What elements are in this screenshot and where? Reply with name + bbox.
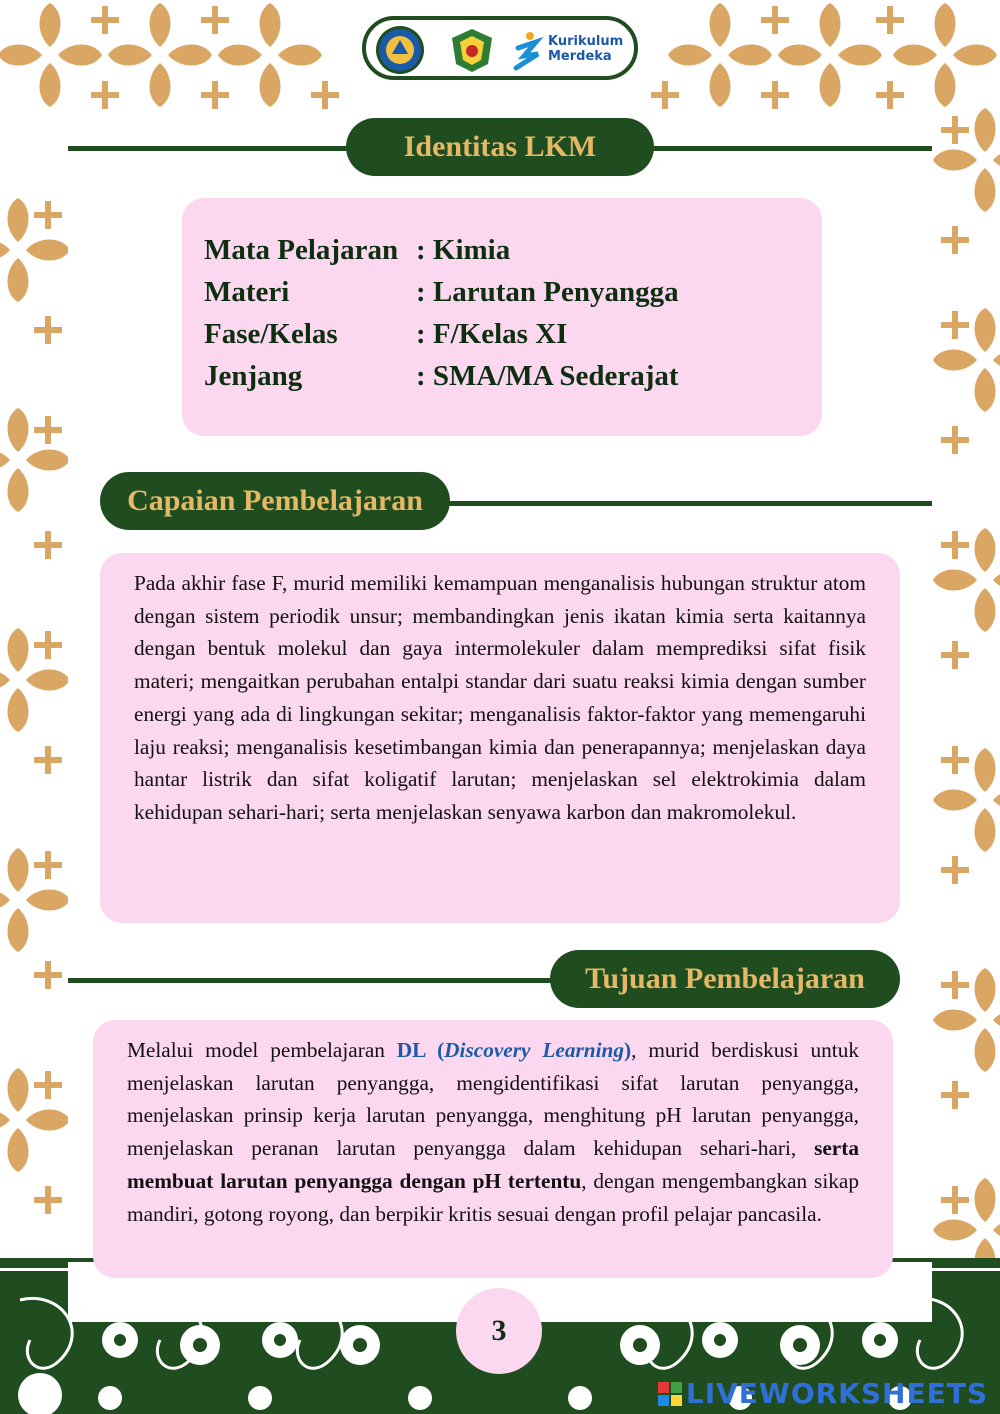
ident-value: : Larutan Penyangga: [416, 276, 679, 308]
liveworksheets-icon: [658, 1382, 682, 1406]
watermark-text: LIVEWORKSHEETS: [685, 1377, 988, 1410]
dl-close: ): [624, 1038, 632, 1062]
school-emblem-logo: [448, 26, 496, 74]
tujuan-p3: , dengan mengembangkan sikap mandiri, gotong royong, dan berpikir kritis sesuai dengan profil pelajar pancasila.: [127, 1168, 859, 1226]
dl-label: DL (: [396, 1038, 445, 1062]
ident-value: : Kimia: [416, 234, 511, 266]
tujuan-p2: , murid berdiskusi untuk menjelaskan larutan penyangga, mengidentifikasi sifat larutan penyangga, menjelaskan prinsip kerja larutan penyangga, menghitung pH larutan penyangga, menjelaskan peranan larutan penyangga dalam kehidupan sehari-hari,: [127, 1038, 859, 1161]
ident-row-fase: [204, 313, 822, 355]
capaian-rule: [400, 501, 932, 506]
ident-key: Jenjang: [204, 360, 303, 392]
kurikulum-merdeka-icon: [510, 26, 544, 74]
capaian-text: Pada akhir fase F, murid memiliki kemampuan menganalisis hubungan struktur atom dengan sistem periodik unsur; membandingkan jenis ikatan kimia serta kaitannya dengan bentuk molekul dan gaya intermolekuler dalam memprediksi sifat fisik materi; mengaitkan perubahan entalpi standar dari suatu reaksi kimia dengan sumber energi yang ada di lingkungan sekitar; menganalisis faktor-faktor yang memengaruhi laju reaksi; menganalisis kesetimbangan kimia dan penerapannya; menjelaskan daya hantar listrik dan sifat koligatif larutan; menjelaskan sel elektrokimia dalam kehidupan sehari-hari; serta menjelaskan senyawa karbon dan makromolekul.: [134, 571, 866, 824]
brand-line-2: Merdeka: [548, 49, 612, 64]
capaian-box: [100, 553, 900, 923]
identitas-box: [182, 198, 822, 436]
dl-italic: Discovery Learning: [444, 1038, 625, 1062]
ident-key: Mata Pelajaran: [204, 234, 399, 266]
kurikulum-merdeka-brand: [548, 34, 623, 64]
capaian-title: [100, 472, 450, 530]
liveworksheets-watermark: [658, 1377, 988, 1410]
page-number-text: 3: [491, 1314, 507, 1347]
brand-line-1: Kurikulum: [548, 34, 624, 49]
tujuan-box: [93, 1020, 893, 1278]
tujuan-rule: [68, 978, 588, 983]
tujuan-title: [550, 950, 900, 1008]
tujuan-title-text: Tujuan Pembelajaran: [585, 962, 865, 995]
dl-abbrev: [397, 1038, 631, 1062]
tujuan-text: [127, 1034, 859, 1230]
tujuan-bold: serta membuat larutan penyangga dengan pH tertentu: [127, 1136, 859, 1193]
header-logos: [362, 16, 638, 80]
ident-value: : SMA/MA Sederajat: [416, 360, 679, 392]
identitas-title: [346, 118, 654, 176]
ident-key: Materi: [204, 276, 290, 308]
identitas-title-text: Identitas LKM: [403, 130, 597, 163]
kemendikbud-logo: [376, 26, 424, 74]
ident-key: Fase/Kelas: [204, 318, 338, 350]
tujuan-p1: Melalui model pembelajaran: [127, 1038, 397, 1062]
capaian-title-text: Capaian Pembelajaran: [127, 484, 423, 517]
ident-row-materi: [204, 271, 822, 313]
ident-row-mapel: [204, 229, 822, 271]
page-number: [456, 1288, 542, 1374]
ident-value: : F/Kelas XI: [416, 318, 568, 350]
ident-row-jenjang: [204, 355, 822, 397]
